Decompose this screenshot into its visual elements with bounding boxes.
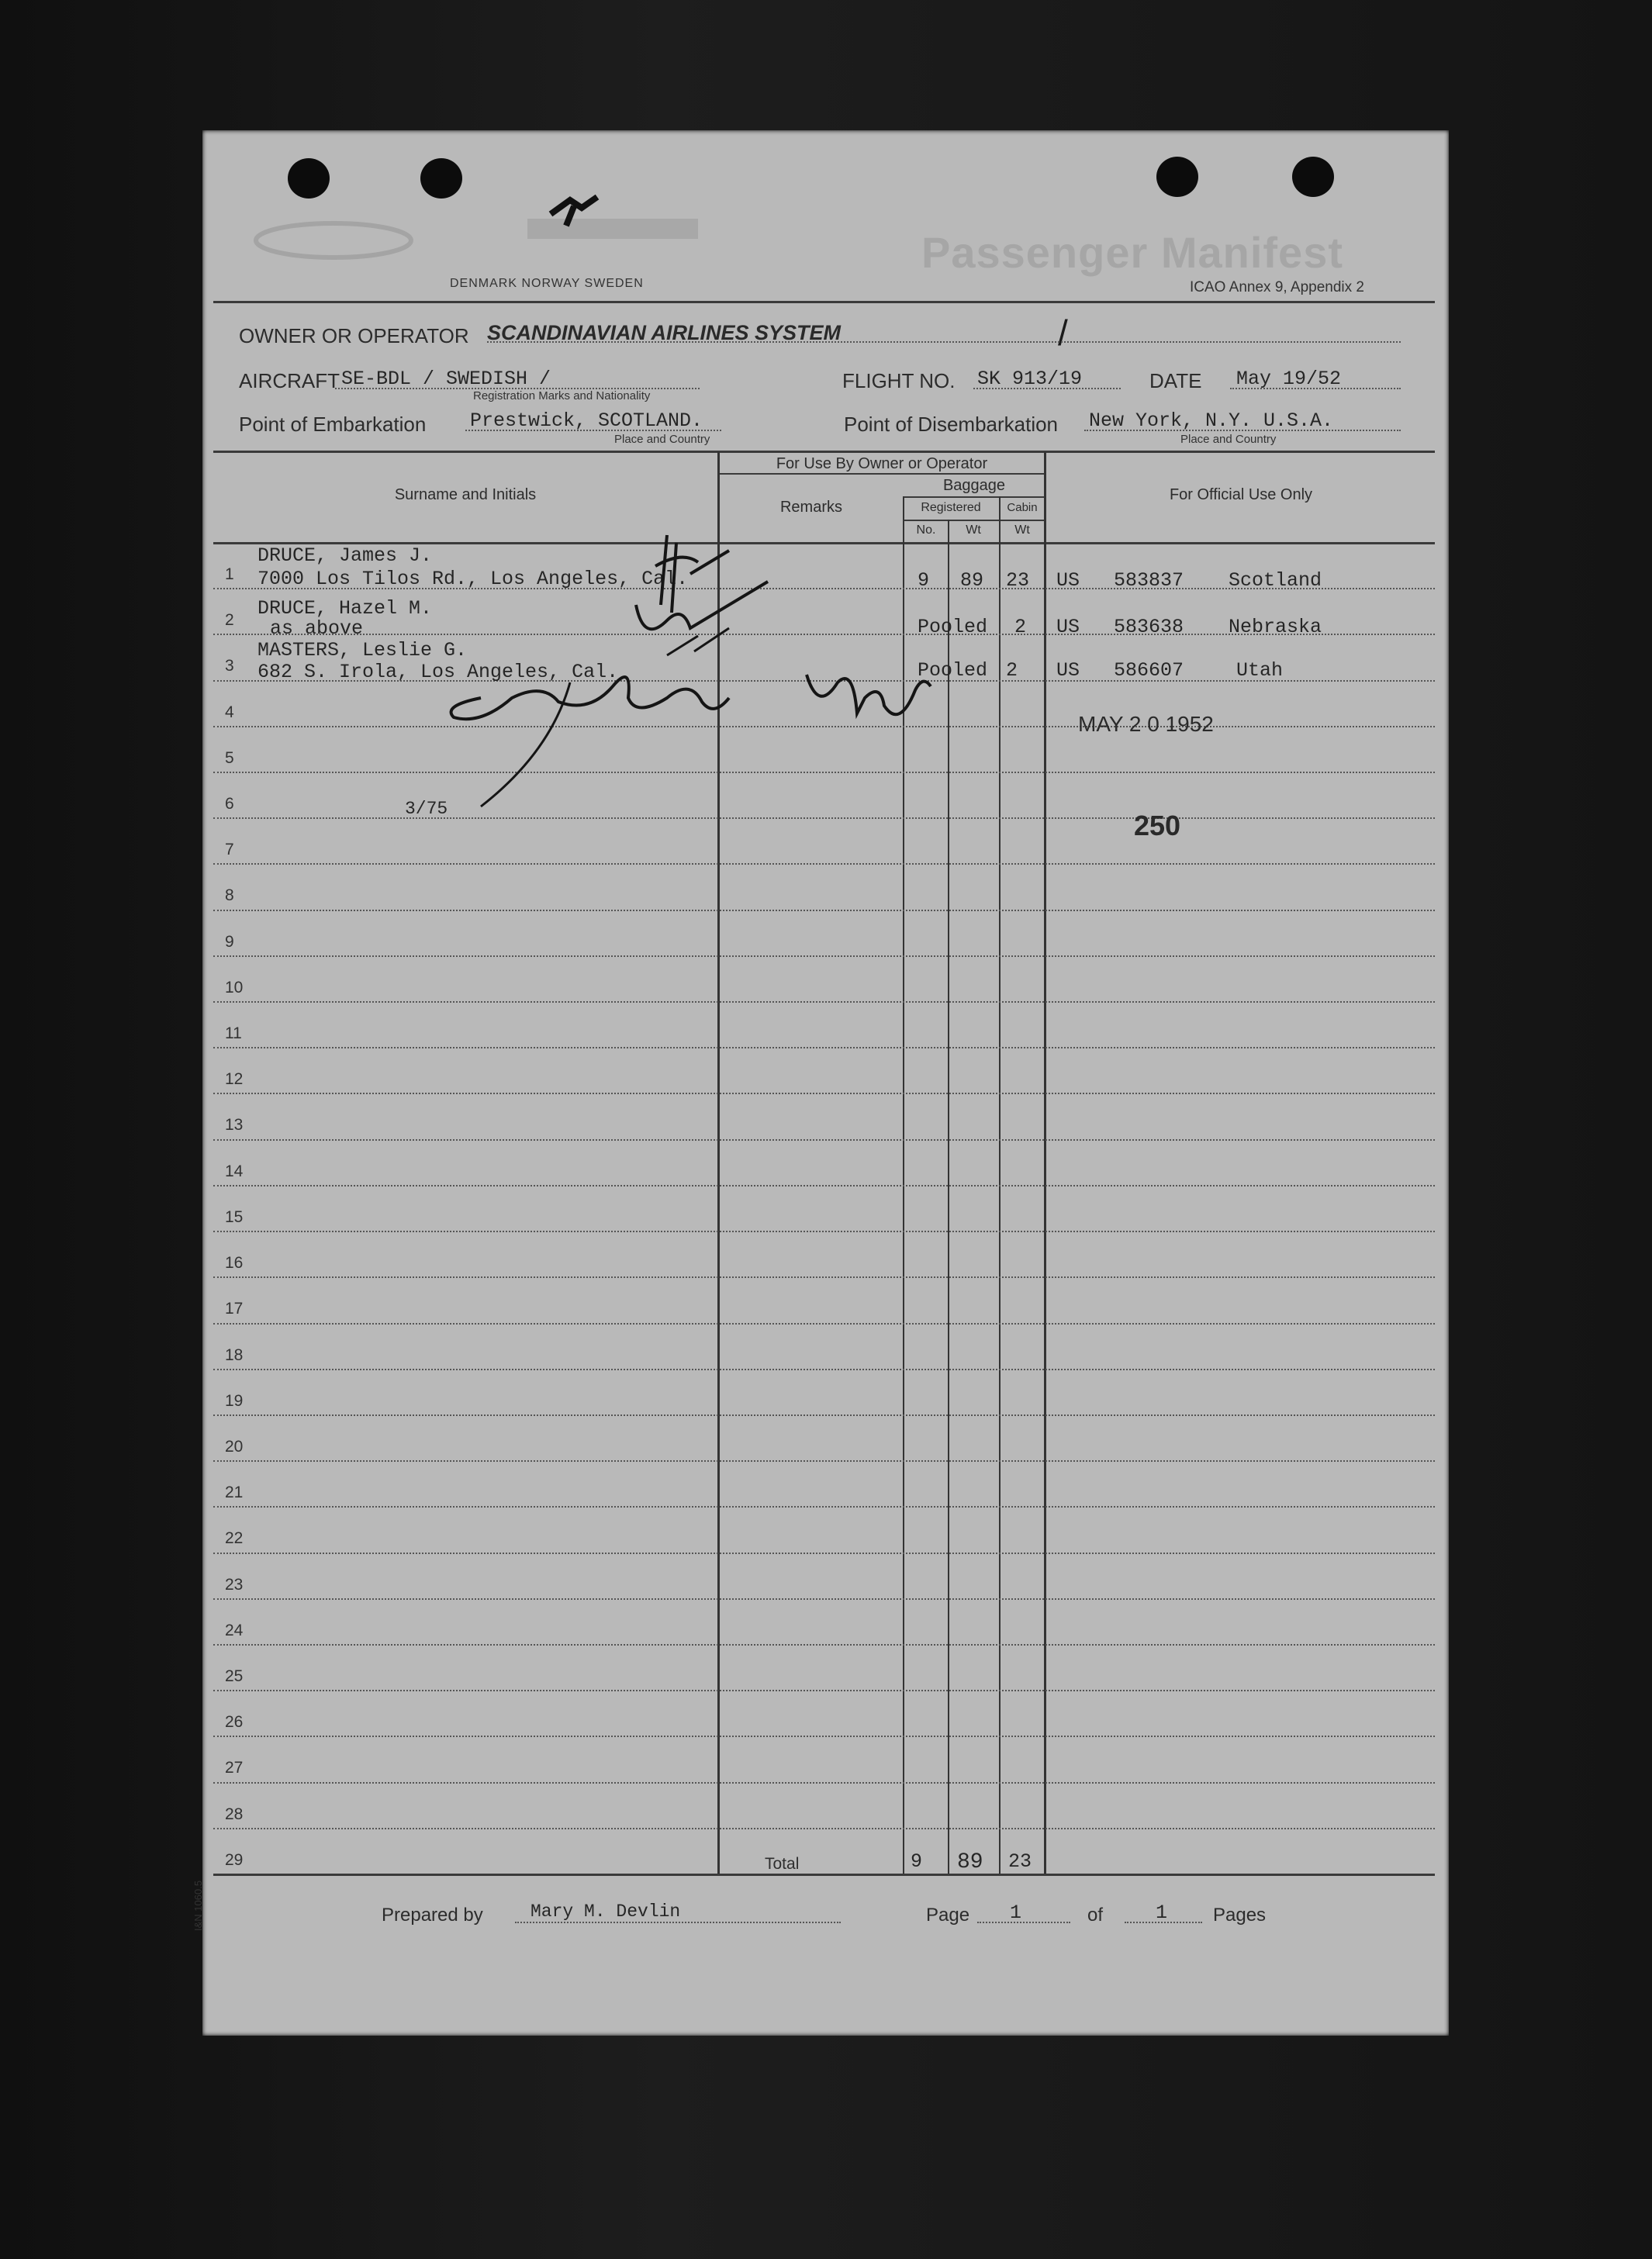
row-number: 11	[225, 1024, 242, 1042]
row-number: 28	[225, 1805, 244, 1823]
row-number: 9	[225, 933, 234, 951]
wt-header: Wt	[966, 523, 981, 537]
row-rule	[213, 1460, 1435, 1462]
owner-rule	[487, 341, 1401, 343]
row-number: 12	[225, 1070, 244, 1088]
row-rule	[213, 1414, 1435, 1416]
of-label: of	[1087, 1905, 1104, 1926]
row-number: 24	[225, 1622, 244, 1639]
col-divider	[1044, 452, 1046, 1874]
passenger-3-passport: 586607	[1114, 659, 1184, 682]
page-value: 1	[1010, 1901, 1022, 1924]
page-rule	[977, 1922, 1070, 1923]
punch-hole	[420, 158, 462, 199]
pages-label: Pages	[1213, 1905, 1267, 1926]
row-rule	[213, 1644, 1435, 1646]
passenger-2-passport: 583638	[1114, 616, 1184, 638]
aircraft-sublabel: Registration Marks and Nationality	[473, 389, 651, 402]
airline-logo	[248, 217, 419, 264]
row-rule	[213, 910, 1435, 911]
inspector-signature	[434, 520, 977, 818]
row-number: 26	[225, 1713, 244, 1731]
date-value: May 19/52	[1236, 368, 1342, 390]
owner-mark: /	[1058, 313, 1068, 353]
header-rule	[213, 301, 1435, 303]
row-number: 15	[225, 1208, 244, 1226]
row-rule	[213, 1736, 1435, 1737]
passenger-1-name: DRUCE, James J.	[257, 544, 433, 567]
punch-hole	[288, 158, 330, 199]
handwritten-note: 3/75	[405, 799, 448, 819]
passenger-3-cabin-wt: 2	[1006, 659, 1018, 682]
date-rule	[1230, 388, 1401, 389]
owner-label: OWNER OR OPERATOR	[239, 324, 469, 347]
passenger-2-cabin-wt: 2	[1014, 616, 1027, 638]
total-reg-no: 9	[911, 1850, 923, 1873]
punch-hole	[1292, 157, 1334, 197]
disembarkation-label: Point of Disembarkation	[844, 413, 1059, 436]
row-number: 29	[225, 1851, 244, 1869]
row-rule	[213, 1185, 1435, 1186]
row-number: 19	[225, 1392, 244, 1410]
row-number: 23	[225, 1576, 244, 1594]
row-number: 16	[225, 1254, 244, 1272]
passenger-2-reg-no: Pooled	[918, 616, 988, 638]
passenger-2-country: US	[1056, 616, 1080, 638]
total-label: Total	[765, 1855, 800, 1873]
embarkation-sublabel: Place and Country	[614, 433, 710, 446]
disembarkation-sublabel: Place and Country	[1180, 433, 1277, 446]
row-rule	[213, 1553, 1435, 1554]
row-number: 4	[225, 703, 234, 721]
table-bottom-rule	[213, 1874, 1435, 1876]
owner-value: SCANDINAVIAN AIRLINES SYSTEM	[487, 321, 842, 344]
passenger-1-address: 7000 Los Tilos Rd., Los Angeles, Cal.	[257, 568, 689, 590]
row-rule	[213, 1047, 1435, 1048]
aircraft-value: SE-BDL / SWEDISH /	[341, 368, 551, 390]
passenger-1-country: US	[1056, 569, 1080, 592]
remarks-header: Remarks	[779, 499, 842, 516]
row-number: 7	[225, 841, 234, 858]
flight-no-label: FLIGHT NO.	[842, 369, 956, 392]
row-rule	[213, 1690, 1435, 1691]
embarkation-rule	[465, 430, 721, 431]
passenger-2-place: Nebraska	[1229, 616, 1322, 638]
row-rule	[213, 1828, 1435, 1829]
baggage-header: Baggage	[942, 477, 1006, 494]
icao-reference: ICAO Annex 9, Appendix 2	[1190, 279, 1364, 295]
no-header: No.	[916, 523, 936, 537]
passenger-1-passport: 583837	[1114, 569, 1184, 592]
row-number: 10	[225, 979, 244, 997]
row-number: 6	[225, 795, 234, 813]
aircraft-label: AIRCRAFT	[239, 369, 340, 392]
official-use-header: For Official Use Only	[1169, 486, 1313, 503]
passenger-1-reg-wt: 89	[960, 569, 984, 592]
row-number: 3	[225, 657, 234, 675]
table-top-rule	[213, 451, 1435, 453]
cabin-wt-header: Wt	[1014, 523, 1030, 537]
page-label: Page	[926, 1905, 970, 1926]
row-rule	[213, 1782, 1435, 1784]
row-number: 27	[225, 1759, 244, 1777]
passenger-1-reg-no: 9	[918, 569, 930, 592]
passenger-2-address: as above	[270, 617, 364, 640]
of-rule	[1125, 1922, 1202, 1923]
passenger-3-reg-no: Pooled	[918, 659, 988, 682]
passenger-2-name: DRUCE, Hazel M.	[257, 597, 433, 620]
row-rule	[213, 1001, 1435, 1003]
row-rule	[213, 1231, 1435, 1232]
passenger-3-name: MASTERS, Leslie G.	[257, 639, 468, 661]
ink-mark	[543, 191, 605, 233]
row-rule	[213, 1369, 1435, 1370]
row-number: 18	[225, 1346, 244, 1364]
row-number: 22	[225, 1529, 244, 1547]
owner-sub-rule	[720, 473, 1044, 475]
row-number: 13	[225, 1116, 244, 1134]
total-cabin-wt: 23	[1008, 1850, 1032, 1873]
owner-use-header: For Use By Owner or Operator	[776, 455, 988, 472]
row-rule	[213, 1276, 1435, 1278]
embarkation-label: Point of Embarkation	[239, 413, 427, 436]
passenger-3-country: US	[1056, 659, 1080, 682]
row-rule	[213, 1323, 1435, 1325]
row-rule	[213, 1598, 1435, 1600]
flight-no-rule	[973, 388, 1121, 389]
row-number: 8	[225, 886, 234, 904]
prepared-by-value: Mary M. Devlin	[531, 1901, 681, 1922]
disembarkation-rule	[1084, 430, 1401, 431]
stamp-number: 250	[1134, 810, 1181, 841]
passenger-1-cabin-wt: 23	[1006, 569, 1030, 592]
row-number: 14	[225, 1162, 244, 1180]
row-number: 20	[225, 1438, 244, 1456]
cabin-header: Cabin	[1007, 501, 1038, 514]
row-number: 5	[225, 749, 234, 767]
row-rule	[213, 1139, 1435, 1141]
row-rule	[213, 1093, 1435, 1094]
row-number: 25	[225, 1667, 244, 1685]
prepared-by-rule	[515, 1922, 841, 1923]
row-number: 21	[225, 1484, 244, 1501]
embarkation-value: Prestwick, SCOTLAND.	[470, 409, 703, 432]
row-rule	[213, 1506, 1435, 1508]
form-title: Passenger Manifest	[921, 228, 1343, 277]
of-value: 1	[1156, 1901, 1168, 1924]
form-number: I&N 1060.5	[192, 1880, 204, 1931]
row-number: 17	[225, 1300, 244, 1318]
registered-header: Registered	[921, 501, 981, 514]
date-stamp: MAY 2 0 1952	[1078, 712, 1214, 736]
countries-line: DENMARK NORWAY SWEDEN	[450, 277, 644, 290]
row-number: 2	[225, 611, 234, 629]
passenger-1-place: Scotland	[1229, 569, 1322, 592]
disembarkation-value: New York, N.Y. U.S.A.	[1089, 409, 1334, 432]
passenger-3-address: 682 S. Irola, Los Angeles, Cal.	[257, 661, 619, 683]
surname-header: Surname and Initials	[394, 486, 537, 503]
date-label: DATE	[1149, 369, 1202, 392]
row-number: 1	[225, 565, 234, 583]
row-rule	[213, 955, 1435, 957]
prepared-by-label: Prepared by	[382, 1905, 483, 1926]
baggage-sub-rule	[904, 496, 1044, 498]
punch-hole	[1156, 157, 1198, 197]
total-reg-wt: 89	[957, 1850, 983, 1874]
passenger-3-place: Utah	[1236, 659, 1284, 682]
flight-no-value: SK 913/19	[977, 368, 1083, 390]
row-rule	[213, 863, 1435, 865]
